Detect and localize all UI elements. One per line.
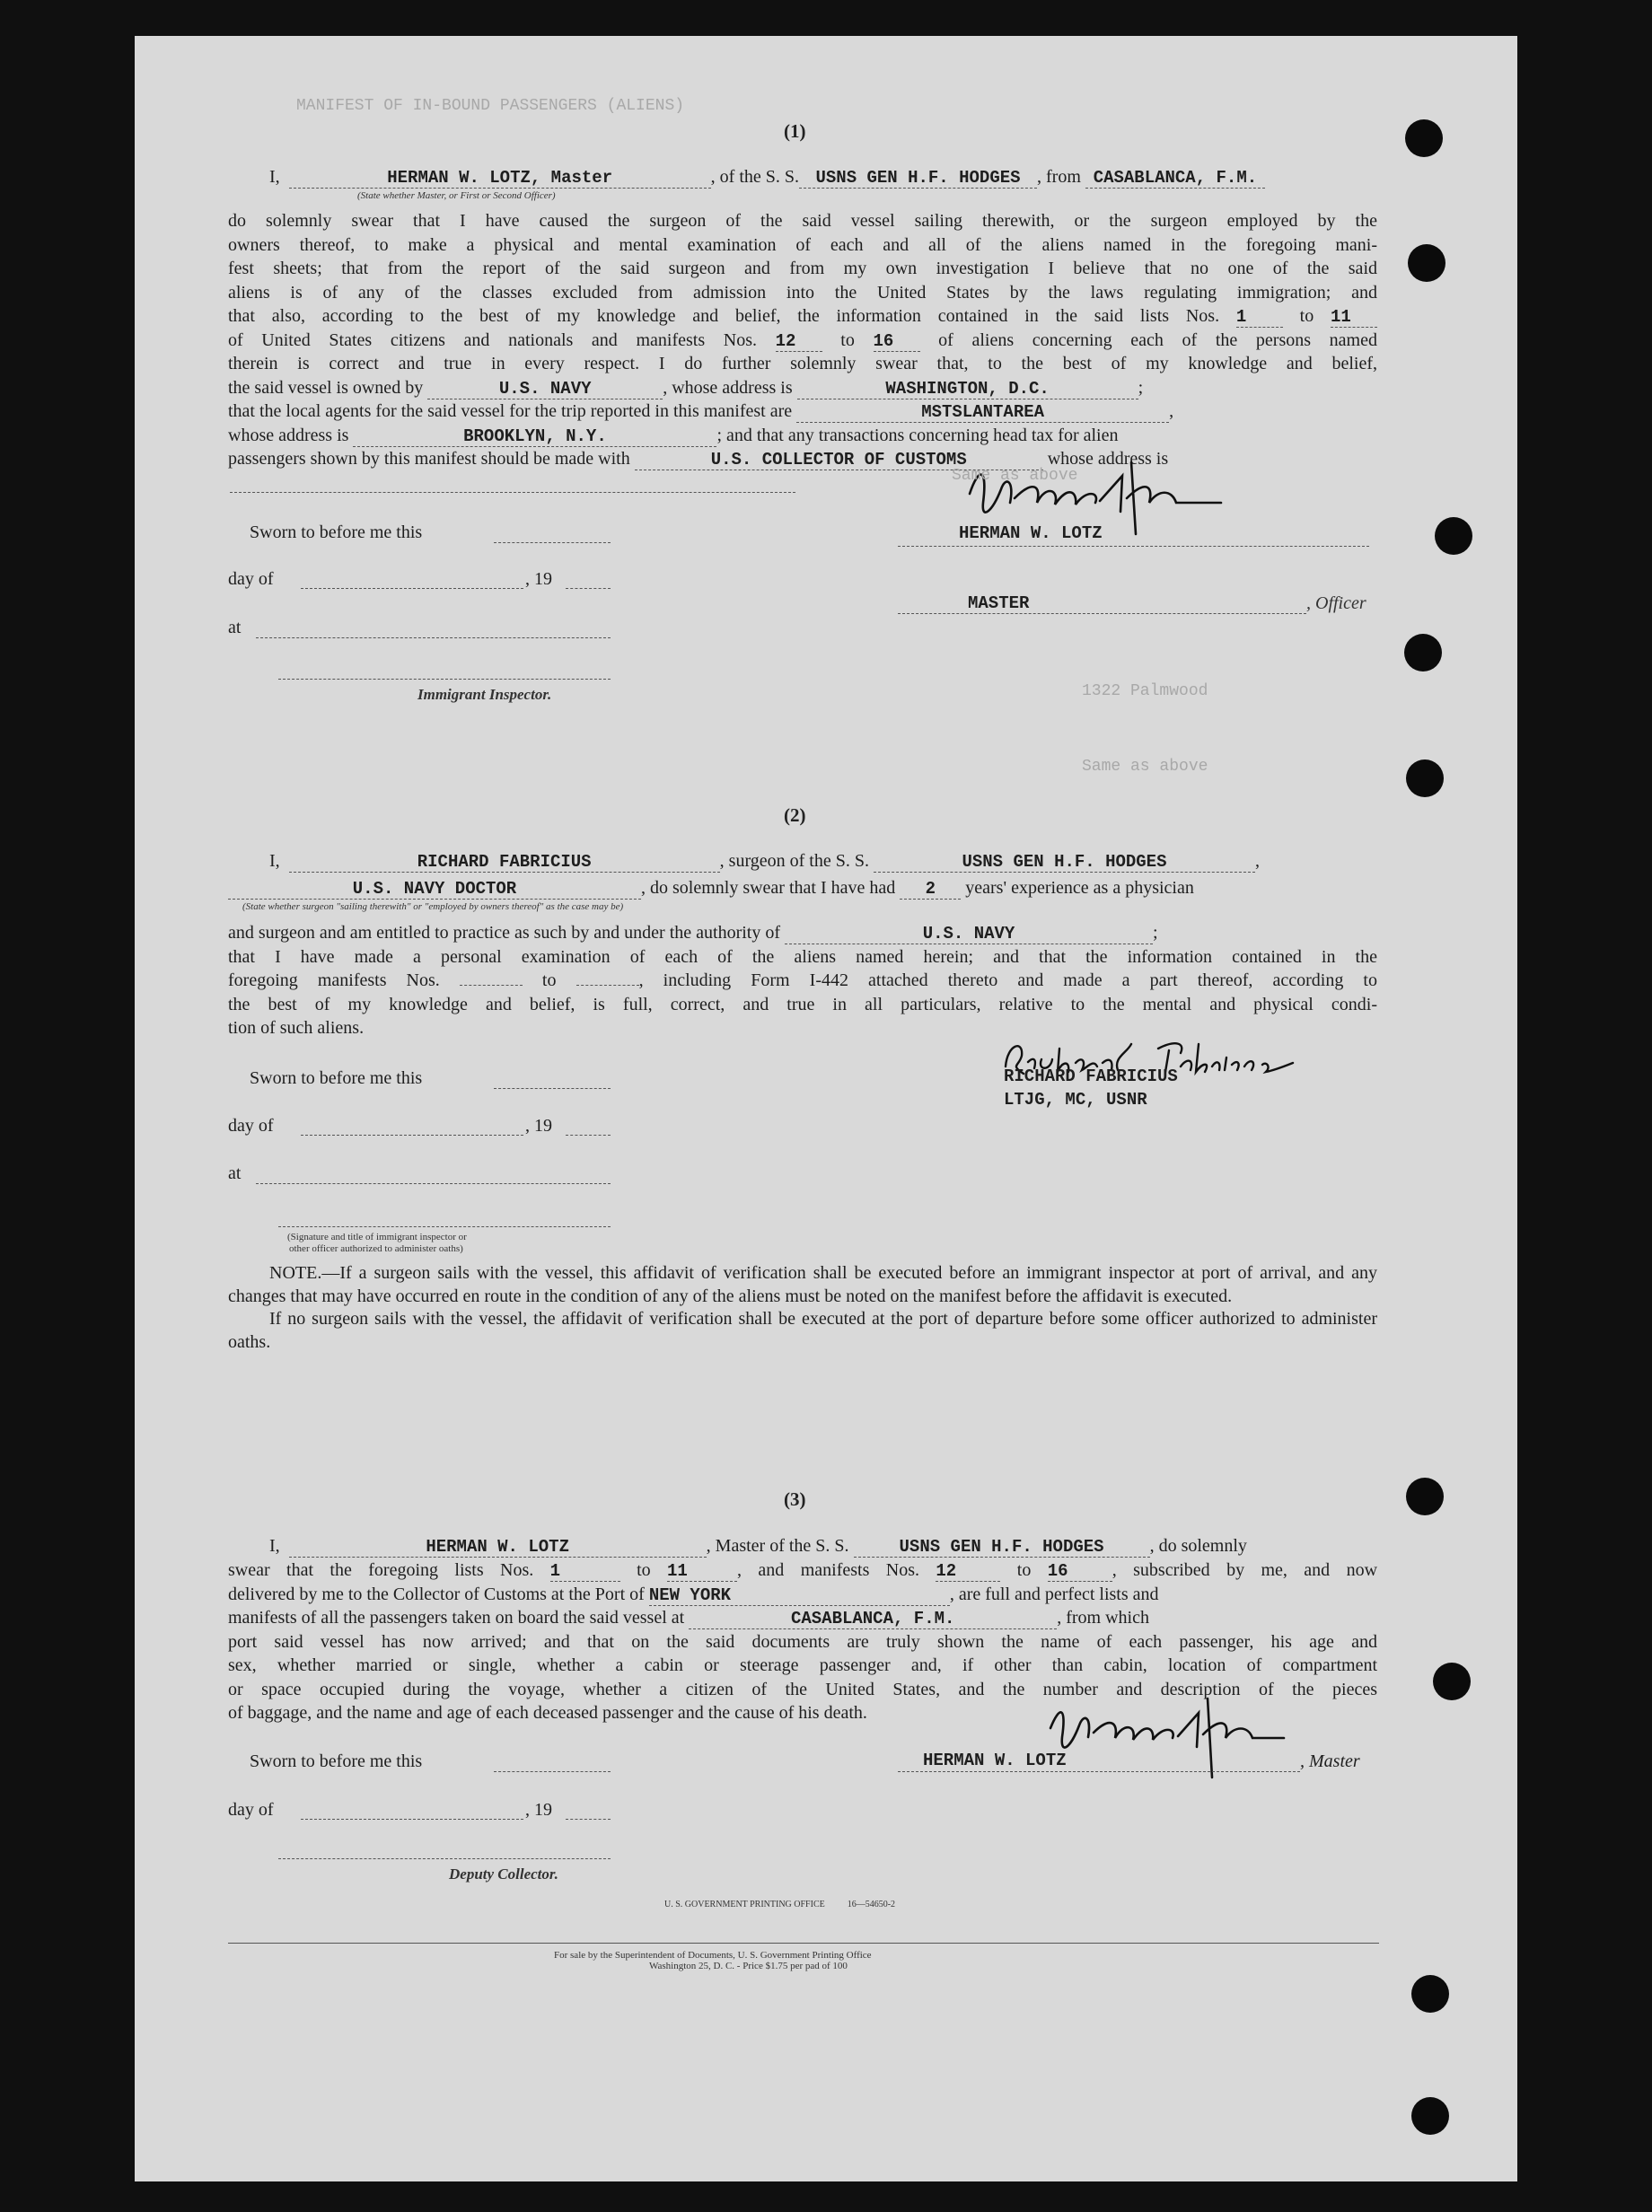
- s3-manifest-to: 16: [1048, 1561, 1112, 1582]
- master-note: (State whether Master, or First or Second Officer): [357, 190, 556, 201]
- note-paragraph-2: If no surgeon sails with the vessel, the affidavit of verification shall be executed at the port of departure before some officer authorized to administer oaths.: [228, 1309, 1377, 1352]
- bleed-through-text: Same as above: [952, 467, 1078, 485]
- s2-sworn-line: [494, 1088, 611, 1089]
- deputy-collector-caption: Deputy Collector.: [449, 1865, 558, 1883]
- bleed-through-text: MANIFEST OF IN-BOUND PASSENGERS (ALIENS): [296, 97, 685, 115]
- s2-line-2: U.S. NAVY DOCTOR , do solemnly swear that I have had 2 years' experience as a physician: [228, 876, 1377, 900]
- s1-paragraph: do solemnly swear that I have caused the surgeon of the said vessel sailing therewith, or the surgeon employed by the owners thereof, to make a physical and mental examination of each and all of the aliens named in the foregoing mani- fest sheets; that from the report of the said surgeon and from my own investigation I believe that no one of the said aliens is of any of the classes excluded from admission into the United States by the laws regulating immigration; and that also, according to the best of my knowledge and belief, the information contained in the said lists Nos. 1 to 11 of United States citizens and nationals and manifests Nos. 12 to 16 of aliens concerning each of the persons named therein is correct and true in every respect. I do further solemnly swear that, to the best of my knowledge and belief, the said vessel is owned by U.S. NAVY , whose address is WASHINGTON, D.C. ; that the local agents for the said vessel for the trip reported in this manifest are MSTSLANTAREA , whose address is BROOKLYN, N.Y. ; and that any transactions concerning head tax for alien passengers shown by this manifest should be made with U.S. COLLECTOR OF CUSTOMS whose address is: [228, 211, 1377, 470]
- s2-year-line: [566, 1135, 611, 1136]
- s1-day-of: [228, 569, 274, 590]
- day-of-label: day of: [228, 569, 274, 589]
- binder-hole: [1406, 1478, 1444, 1515]
- s3-master-name-field: HERMAN W. LOTZ: [289, 1537, 707, 1558]
- s3-signer-typed: HERMAN W. LOTZ: [923, 1751, 1067, 1770]
- footer-sale-2: Washington 25, D. C. - Price $1.75 per pad of 100: [649, 1961, 848, 1971]
- owner-address-field: WASHINGTON, D.C.: [797, 379, 1138, 399]
- master-name-field: HERMAN W. LOTZ, Master: [289, 168, 711, 189]
- s1-line-1: I, HERMAN W. LOTZ, Master , of the S. S. USNS GEN H.F. HODGES , from CASABLANCA, F.M.: [269, 165, 1383, 189]
- s2-manifest-to: [576, 985, 639, 986]
- note-block: [228, 1262, 1377, 1354]
- gpo-imprint: U. S. GOVERNMENT PRINTING OFFICE 16—54650-2: [664, 1900, 896, 1909]
- authority-field: U.S. NAVY: [785, 924, 1153, 944]
- s2-signer-rank: LTJG, MC, USNR: [1004, 1090, 1147, 1110]
- binder-hole: [1404, 634, 1442, 672]
- agent-address-field: BROOKLYN, N.Y.: [353, 426, 716, 447]
- s3-year-line: [566, 1819, 611, 1820]
- bleed-through-text: 1322 Palmwood: [1082, 682, 1208, 700]
- s2-vessel-field: USNS GEN H.F. HODGES: [874, 852, 1255, 873]
- s3-port-field: NEW YORK: [649, 1585, 950, 1606]
- immigrant-inspector-caption: Immigrant Inspector.: [417, 686, 552, 703]
- vessel-name-field: USNS GEN H.F. HODGES: [799, 168, 1037, 189]
- section-1-heading: (1): [784, 120, 806, 142]
- s2-sig-note-1: (Signature and title of immigrant inspector or: [287, 1232, 467, 1242]
- binder-hole: [1408, 244, 1446, 282]
- from-port-field: CASABLANCA, F.M.: [1085, 168, 1265, 189]
- manifest-to-field: 16: [874, 331, 920, 352]
- surgeon-name-field: RICHARD FABRICIUS: [289, 852, 720, 873]
- s3-day-line: [301, 1819, 523, 1820]
- note-paragraph-1: NOTE.—If a surgeon sails with the vessel, this affidavit of verification shall be executed before an immigrant inspector at port of arrival, and any changes that may have occurred en route in the condition of any of the aliens must be noted on the manifest before the affidavit is executed.: [228, 1263, 1377, 1306]
- s3-line-1: I, HERMAN W. LOTZ , Master of the S. S. USNS GEN H.F. HODGES , do solemnly: [269, 1536, 1247, 1557]
- s1-title-line: [898, 613, 1306, 614]
- agents-field: MSTSLANTAREA: [796, 402, 1169, 423]
- binder-hole: [1411, 1975, 1449, 2013]
- s3-signer-line: [898, 1771, 1300, 1772]
- s2-sig-line: [278, 1226, 611, 1227]
- s2-day-line: [301, 1135, 523, 1136]
- s2-paragraph: and surgeon and am entitled to practice as such by and under the authority of U.S. NAVY ; that I have made a personal examination of each of the aliens named herein; and that the information contained in the foregoing manifests Nos. to , including Form I-442 attached thereto and made a part thereof, according to the best of my knowledge and belief, is full, correct, and true in all particulars, relative to the mental and physical condi- tion of such aliens.: [228, 923, 1377, 1038]
- s2-at-label: at: [228, 1163, 242, 1183]
- address-line: [230, 492, 795, 493]
- s1-day-line: [301, 588, 523, 589]
- manifest-from-field: 12: [776, 331, 822, 352]
- s1-sworn-label: Sworn to before me this: [250, 522, 423, 542]
- head-tax-field: U.S. COLLECTOR OF CUSTOMS: [635, 450, 1043, 470]
- s3-sworn-label: Sworn to before me this: [250, 1751, 423, 1771]
- s3-year-label: , 19: [525, 1800, 552, 1820]
- bleed-through-text: Same as above: [1082, 758, 1208, 776]
- s1-signer-title: MASTER: [968, 593, 1030, 613]
- s1-sworn-line: [494, 542, 611, 543]
- s3-manifest-from: 12: [936, 1561, 1000, 1582]
- s2-year-label: , 19: [525, 1116, 552, 1136]
- s1-at-line-2: [278, 679, 611, 680]
- section-3-heading: (3): [784, 1488, 806, 1510]
- years-experience-field: 2: [900, 879, 961, 900]
- footer-sale-1: For sale by the Superintendent of Documents, U. S. Government Printing Office: [554, 1950, 872, 1961]
- section-2-heading: (2): [784, 804, 806, 826]
- binder-hole: [1433, 1663, 1471, 1700]
- s2-sig-note-2: other officer authorized to administer oaths): [289, 1243, 463, 1254]
- s3-list-from: 1: [550, 1561, 620, 1582]
- binder-hole: [1406, 759, 1444, 797]
- binder-hole: [1405, 119, 1443, 157]
- s3-day-of-label: day of: [228, 1800, 274, 1820]
- owner-field: U.S. NAVY: [427, 379, 663, 399]
- s2-at-line: [256, 1183, 611, 1184]
- s3-collector-line: [278, 1858, 611, 1859]
- footer-rule: [228, 1943, 1379, 1944]
- s1-at-label: at: [228, 618, 242, 637]
- s2-line-1: I, RICHARD FABRICIUS , surgeon of the S. S. USNS GEN H.F. HODGES ,: [269, 851, 1260, 872]
- s2-signer-typed: RICHARD FABRICIUS: [1004, 1066, 1178, 1086]
- s1-at-line: [256, 637, 611, 638]
- s3-list-to: 11: [667, 1561, 737, 1582]
- binder-hole: [1411, 2097, 1449, 2135]
- s3-sworn-line: [494, 1771, 611, 1772]
- list-to-field: 11: [1331, 307, 1377, 328]
- list-from-field: 1: [1236, 307, 1283, 328]
- s1-year-label: , 19: [525, 569, 552, 589]
- s1-signer-line: [898, 546, 1369, 547]
- s3-paragraph: swear that the foregoing lists Nos. 1 to 11 , and manifests Nos. 12 to 16 , subscribed by me, and now delivered by me to the Collector of Customs at the Port of NEW YORK , are full and perfect lists and manifests of all the passengers taken on board the said vessel at CASABLANCA, F.M. , from which port said vessel has now arrived; and that on the said documents are truly shown the name of each passenger, his age and sex, whether married or single, whether a cabin or steerage passenger and, if other than cabin, location of compartment or space occupied during the voyage, whether a citizen of the United States, and the number and description of the pieces of baggage, and the name and age of each deceased passenger and the cause of his death.: [228, 1560, 1378, 1723]
- s1-signer-typed: HERMAN W. LOTZ: [959, 523, 1103, 543]
- officer-label: , Officer: [1306, 593, 1366, 613]
- status-note: (State whether surgeon "sailing therewith" or "employed by owners thereof" as the case may be): [242, 901, 624, 912]
- binder-hole: [1435, 517, 1472, 555]
- s3-vessel-field: USNS GEN H.F. HODGES: [854, 1537, 1150, 1558]
- surgeon-status-field: U.S. NAVY DOCTOR: [228, 879, 641, 900]
- s2-sworn-label: Sworn to before me this: [250, 1068, 423, 1088]
- s2-day-of-label: day of: [228, 1116, 274, 1136]
- s3-embark-port-field: CASABLANCA, F.M.: [689, 1609, 1057, 1629]
- s1-year-line: [566, 588, 611, 589]
- s2-manifest-from: [460, 985, 523, 986]
- master-label: , Master: [1300, 1751, 1360, 1771]
